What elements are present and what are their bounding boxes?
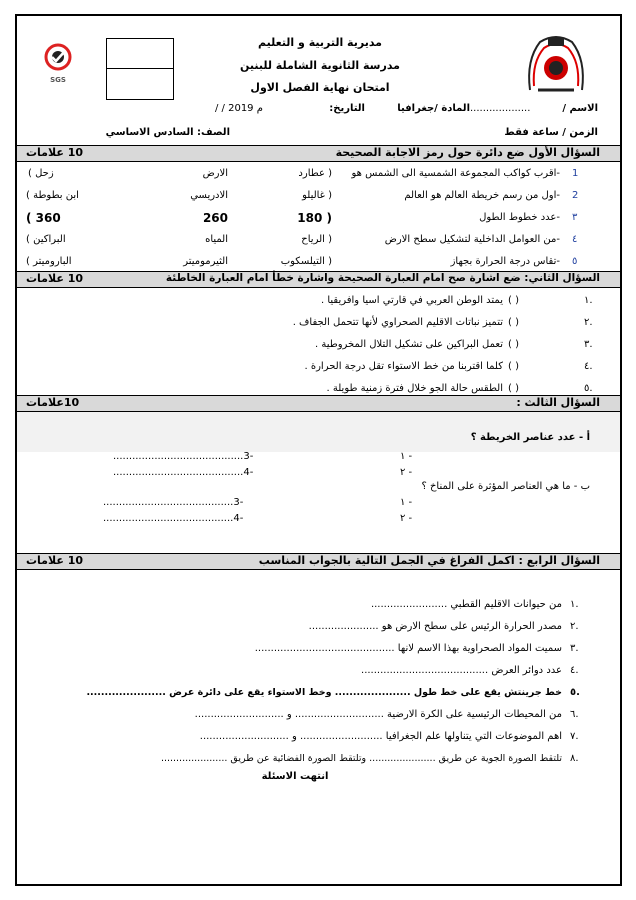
q2-marks: 10 علامات bbox=[26, 272, 84, 285]
q1-opt-2c: ابن بطوطة ) bbox=[26, 190, 79, 201]
q4-text-7: اهم الموضوعات التي يتناولها علم الجغرافيا .......................... و ............................ bbox=[199, 731, 562, 742]
q2-num-1: ١. bbox=[584, 295, 593, 306]
q4-num-7: ٧. bbox=[570, 731, 579, 742]
q4-text-6: من المحيطات الرئيسية على الكرة الارضية ............................ و ............................ bbox=[194, 709, 562, 720]
q1-opt-4c: البراكين ) bbox=[26, 234, 66, 245]
q4-num-5: ٥. bbox=[570, 687, 580, 698]
q1-num-3: ٣ bbox=[572, 212, 578, 223]
photo-box bbox=[106, 38, 174, 100]
q4-title: السؤال الرابع : اكمل الفراغ في الجمل التالية بالجواب المناسب bbox=[258, 554, 600, 567]
q4-text-1: من حيوانات الاقليم القطبي ........................ bbox=[370, 599, 562, 610]
header-line-1: مديرية التربية و التعليم bbox=[258, 36, 382, 49]
header-line-3: امتحان نهاية الفصل الاول bbox=[250, 81, 390, 94]
q1-opt-2b: الادريسي bbox=[190, 190, 228, 201]
q1-opt-5b: الثيرموميتر bbox=[183, 256, 228, 267]
q2-num-2: ٢. bbox=[584, 317, 593, 328]
q3-a-left-1: .........................................3- bbox=[113, 451, 254, 462]
q2-num-4: ٤. bbox=[584, 361, 593, 372]
q4-text-8: تلتقط الصورة الجوية عن طريق ...................... وتلتقط الصورة الفضائية عن طريق ...................... bbox=[160, 753, 562, 764]
q3-a-left-2: .........................................4- bbox=[113, 467, 254, 478]
q4-num-4: ٤. bbox=[570, 665, 579, 676]
q3-b-left-2: .........................................4- bbox=[103, 513, 244, 524]
q1-marks: 10 علامات bbox=[26, 146, 84, 159]
time-label: الزمن / ساعة فقط bbox=[504, 127, 598, 138]
q4-marks: 10 علامات bbox=[26, 554, 84, 567]
date-label: التاريخ: bbox=[329, 103, 365, 114]
q1-text-3: -عدد خطوط الطول bbox=[479, 212, 560, 223]
grade-label: الصف: السادس الاساسي bbox=[105, 127, 230, 138]
q1-num-4: ٤ bbox=[572, 234, 578, 245]
q1-text-2: -اول من رسم خريطة العالم هو العالم bbox=[404, 190, 560, 201]
q2-paren-4: ( ) bbox=[508, 361, 519, 372]
q3-b-left-1: .........................................3- bbox=[103, 497, 244, 508]
q2-paren-2: ( ) bbox=[508, 317, 519, 328]
header-line-2: مدرسة الثانوية الشاملة للبنين bbox=[239, 59, 400, 72]
q2-num-5: ٥. bbox=[584, 383, 593, 394]
subject-label: المادة /جغرافيا bbox=[397, 103, 470, 114]
q1-text-4: -من العوامل الداخلية لتشكيل سطح الارض bbox=[384, 234, 560, 245]
name-dots: ................... bbox=[470, 103, 531, 114]
q3-marks: 10علامات bbox=[26, 396, 80, 409]
q4-text-2: مصدر الحرارة الرئيس على سطح الارض هو ...................... bbox=[308, 621, 562, 632]
q4-num-1: ١. bbox=[570, 599, 579, 610]
q2-paren-3: ( ) bbox=[508, 339, 519, 350]
q2-paren-5: ( ) bbox=[508, 383, 519, 394]
q3-a-right-2: ٢ - bbox=[400, 467, 413, 478]
q1-text-1: -اقرب كواكب المجموعة الشمسية الى الشمس هو bbox=[351, 168, 560, 179]
q2-title: السؤال الثاني: ضع اشارة صح امام العبارة الصحيحة واشارة خطأ امام العبارة الخاطئة bbox=[165, 272, 600, 284]
q3-a-right-1: ١ - bbox=[400, 451, 413, 462]
q1-opt-4a: ( الرياح bbox=[301, 234, 332, 245]
q2-num-3: ٣. bbox=[584, 339, 593, 350]
q1-opt-1c: زحل ) bbox=[28, 168, 54, 179]
q1-opt-5a: ( التيلسكوب bbox=[280, 256, 332, 267]
date-value: / / 2019 م bbox=[215, 103, 263, 114]
q1-num-2: 2 bbox=[572, 190, 579, 201]
footer-end: انتهت الاسئلة bbox=[261, 771, 329, 782]
q4-num-3: ٣. bbox=[570, 643, 579, 654]
q1-opt-1b: الارض bbox=[202, 168, 228, 179]
q2-text-2: تتميز نباتات الاقليم الصحراوي لأنها تتحمل الجفاف . bbox=[292, 317, 503, 328]
q1-title: السؤال الأول ضع دائرة حول رمز الاجابة الصحيحة bbox=[335, 146, 600, 159]
q1-opt-2a: ( غاليلو bbox=[302, 190, 332, 201]
q3-b-question: ب - ما هي العناصر المؤثرة على المناخ ؟ bbox=[421, 481, 590, 492]
q1-opt-3a: ( 180 bbox=[297, 211, 332, 225]
name-label: الاسم / bbox=[562, 103, 598, 114]
q1-opt-4b: المياه bbox=[205, 234, 228, 245]
sgs-label: SGS bbox=[50, 76, 66, 84]
q1-opt-5c: الباروميتر ) bbox=[26, 256, 72, 267]
q4-num-2: ٢. bbox=[570, 621, 579, 632]
jordan-emblem bbox=[520, 30, 592, 98]
q1-opt-3b: 260 bbox=[202, 211, 228, 225]
q4-num-8: ٨. bbox=[570, 753, 579, 764]
q4-text-3: سميت المواد الصحراوية بهذا الاسم لانها ............................................ bbox=[254, 643, 562, 654]
q1-opt-1a: ( عطارد bbox=[298, 168, 332, 179]
q3-a-question: أ - عدد عناصر الخريطة ؟ bbox=[470, 432, 590, 443]
q2-text-1: يمتد الوطن العربي في قارتي اسيا وافريقيا . bbox=[320, 295, 503, 306]
q1-opt-3c: 360 ) bbox=[26, 211, 61, 225]
sgs-logo bbox=[38, 42, 78, 84]
q2-text-5: الطقس حالة الجو خلال فترة زمنية طويلة . bbox=[326, 383, 503, 394]
q3-title: السؤال الثالث : bbox=[516, 396, 600, 409]
q2-text-3: تعمل البراكين على تشكيل التلال المخروطية . bbox=[315, 339, 503, 350]
q1-num-5: ٥ bbox=[572, 256, 578, 267]
q2-text-4: كلما اقتربنا من خط الاستواء تقل درجة الحرارة . bbox=[304, 361, 503, 372]
q4-num-6: ٦. bbox=[570, 709, 579, 720]
q4-text-5: خط جرينتش يقع على خط طول ..................... وخط الاستواء يقع على دائرة عرض ...................... bbox=[86, 687, 562, 698]
q3-b-right-1: ١ - bbox=[400, 497, 413, 508]
q3-b-right-2: ٢ - bbox=[400, 513, 413, 524]
q2-paren-1: ( ) bbox=[508, 295, 519, 306]
q1-num-1: 1 bbox=[572, 168, 579, 179]
q1-text-5: -تقاس درجة الحرارة بجهاز bbox=[450, 256, 560, 267]
q4-text-4: عدد دوائر العرض ........................................ bbox=[361, 665, 562, 676]
